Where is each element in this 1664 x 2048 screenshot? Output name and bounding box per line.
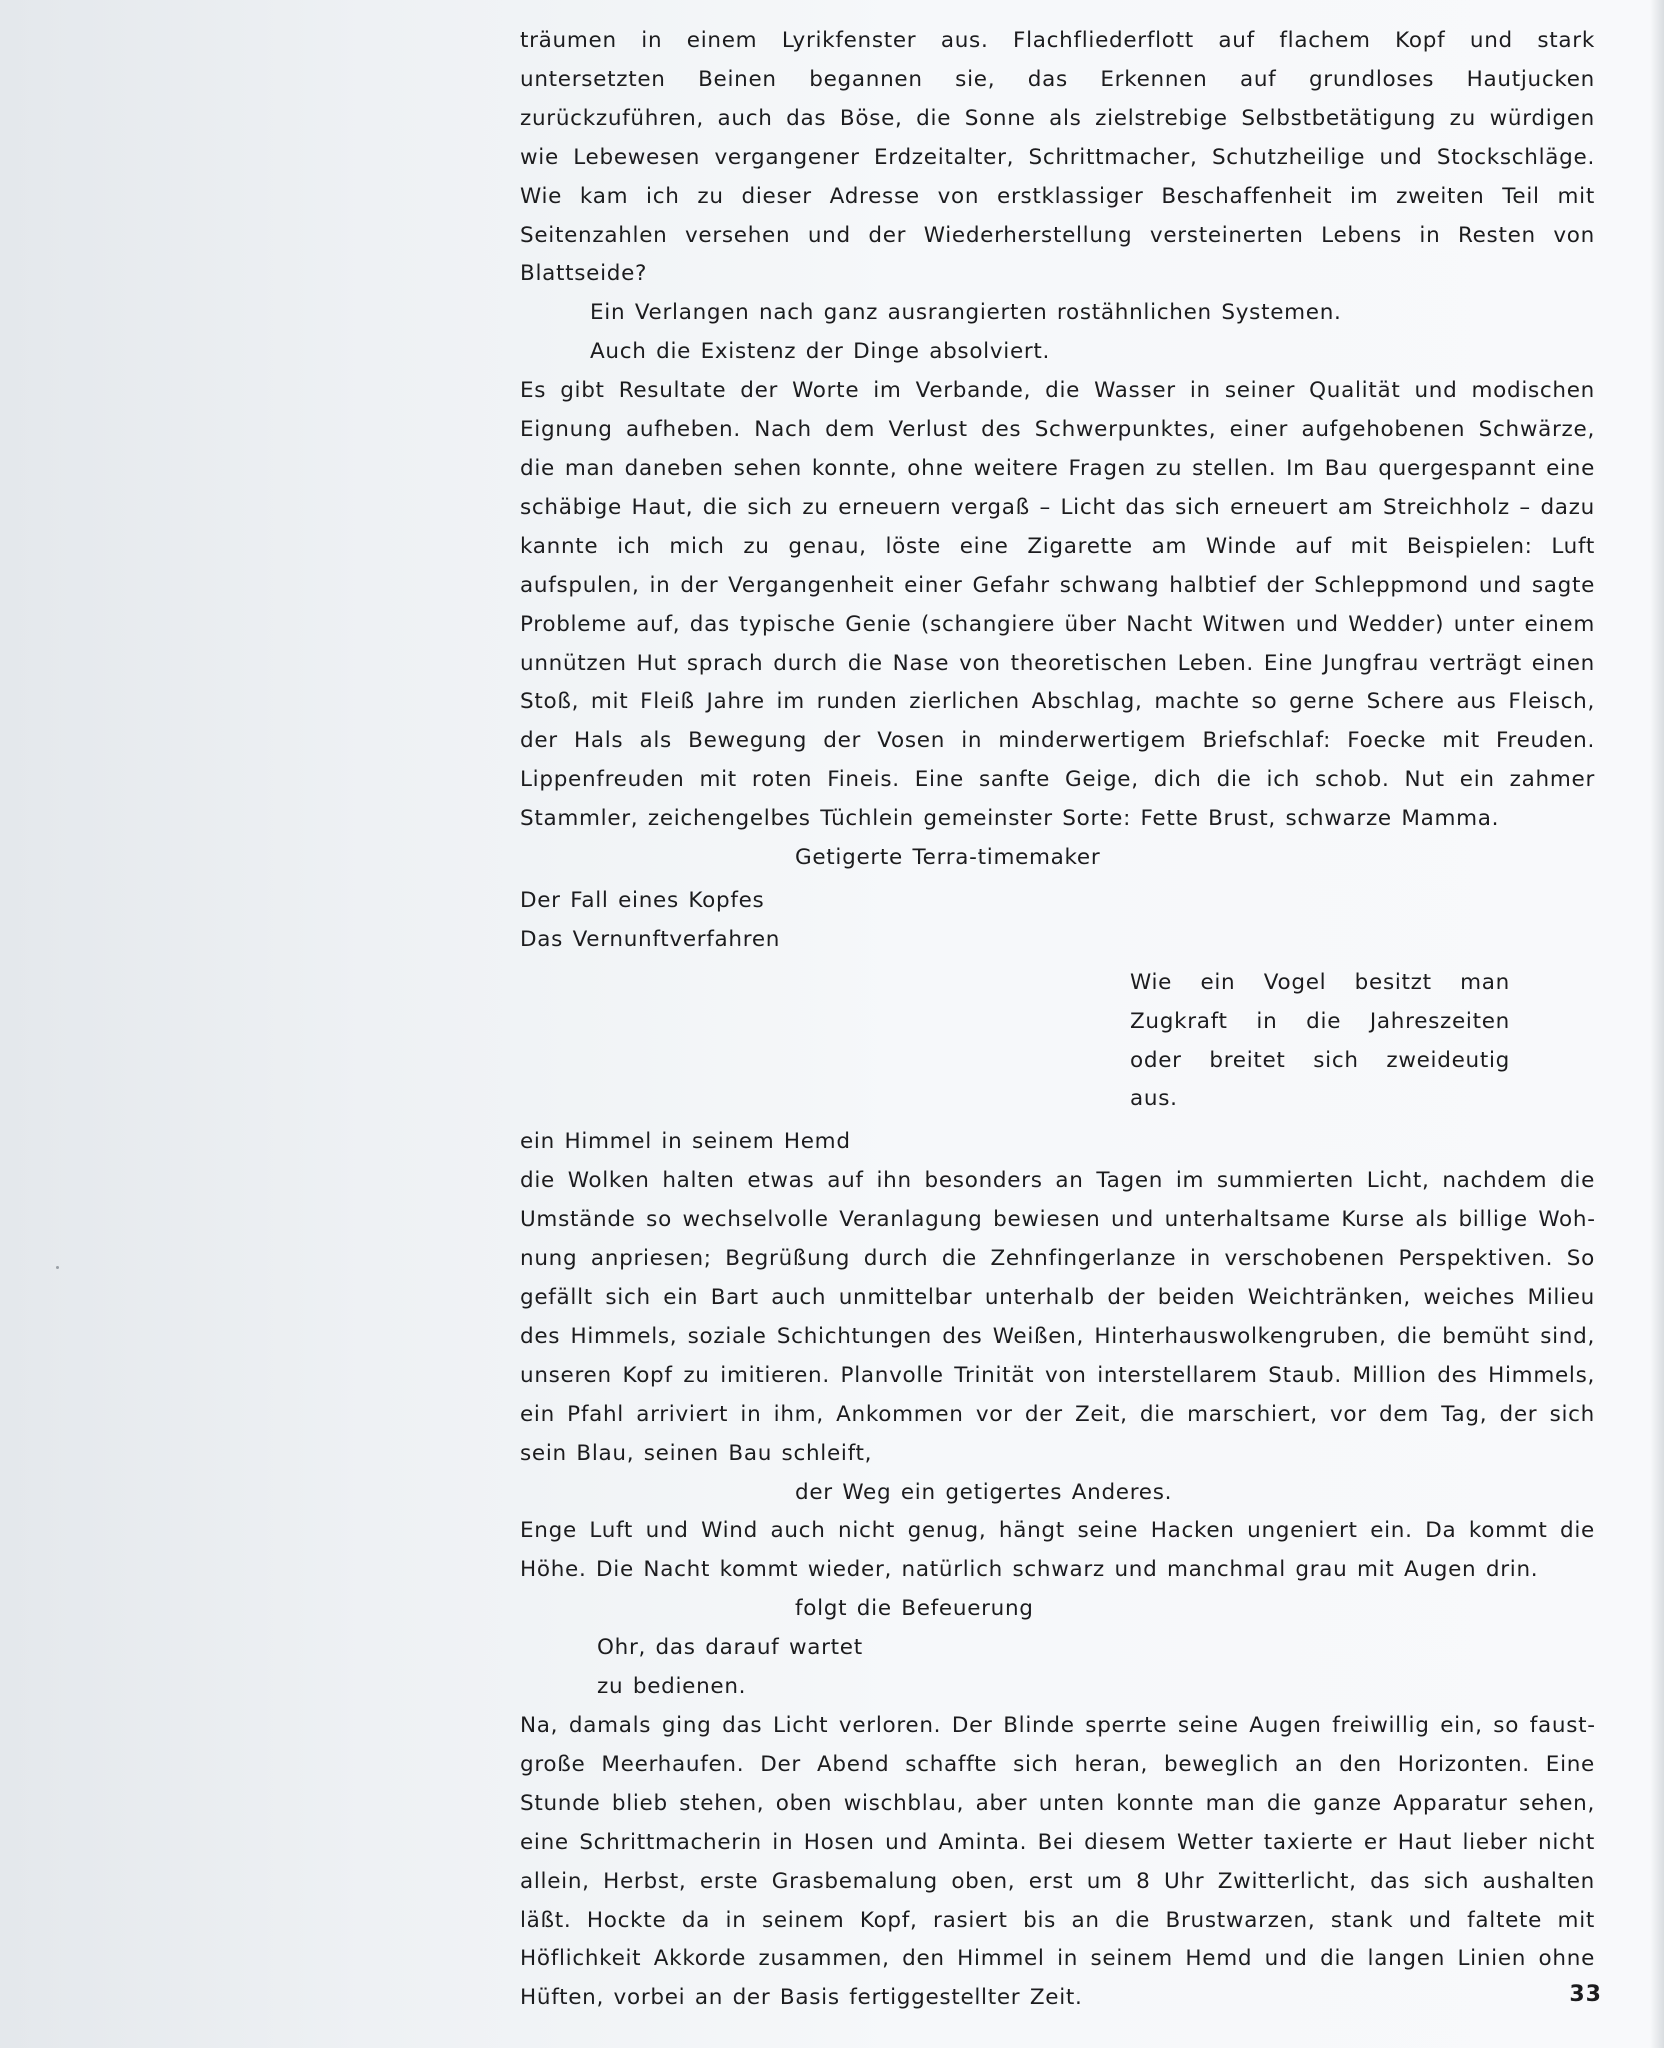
line-befeuerung: folgt die Befeuerung	[795, 1596, 1034, 1622]
line-ohr: Ohr, das darauf wartet	[597, 1635, 863, 1661]
paragraph-lyrikfenster: träumen in einem Lyrikfenster aus. Flachfliederflott auf flachem Kopf und stark untersetzten Beinen begannen sie, das Erkennen auf grundloses Hautjucken zurückzuführen, auch das Böse, die Sonne als zielstrebige Selbstbetätigung zu würdigen wie Lebewesen vergangener Erdzeitalter, Schrittmacher, Schutzheilige und Stockschläge. Wie kam ich zu dieser Adresse von erstklassiger Beschaffenheit im zweiten Teil mit Seitenzahlen versehen und der Wiederherstellung versteinerten Lebens in Resten von Blattseide?	[520, 28, 1595, 287]
paragraph-licht-verloren: Na, damals ging das Licht verloren. Der Blinde sperrte seine Augen freiwillig ein, so faustgroße Meerhaufen. Der Abend schaffte sich heran, beweglich an den Horizonten. Eine Stunde blieb stehen, oben wischblau, aber unten konnte man die ganze Apparatur sehen, eine Schrittmacherin in Hosen und Aminta. Bei diesem Wetter taxierte er Haut lieber nicht allein, Herbst, erste Grasbemalung oben, erst um 8 Uhr Zwitterlicht, das sich aushalten läßt. Hockte da in seinem Kopf, rasiert bis an die Brustwarzen, stank und faltete mit Höflichkeit Akkorde zusammen, den Himmel in seinem Hemd und die langen Linien ohne Hüften, vorbei an der Basis fertiggestellter Zeit.	[520, 1712, 1595, 2011]
line-getigertes-anderes: der Weg ein getigertes Anderes.	[795, 1479, 1173, 1505]
line-vernunftverfahren: Das Vernunftverfahren	[520, 926, 781, 952]
paragraph-wolken: die Wolken halten etwas auf ihn besonders an Tagen im summierten Licht, nachdem die Umstände so wechselvolle Veranlagung bewiesen und unterhaltsame Kurse als billige Wohnung anpriesen; Begrüßung durch die Zehnfingerlanze in verschobenen Perspektiven. So gefällt sich ein Bart auch unmittelbar unterhalb der beiden Weichtränken, weiches Milieu des Himmels, soziale Schichtungen des Weißen, Hinterhauswolkengruben, die bemüht sind, unseren Kopf zu imitieren. Planvolle Trinität von interstellarem Staub. Million des Himmels, ein Pfahl arriviert in ihm, Ankommen vor der Zeit, die marschiert, vor dem Tag, der sich sein Blau, seinen Bau schleift,	[520, 1168, 1595, 1466]
stanza-vogel: Wie ein Vogel besitzt man Zugkraft in die Jahreszeiten oder breitet sich zweideutig aus.	[1130, 969, 1510, 1112]
paper-speck	[56, 1266, 59, 1269]
page-number: 33	[1569, 1982, 1602, 2007]
line-existenz: Auch die Existenz der Dinge absolviert.	[590, 339, 1051, 365]
line-verlangen: Ein Verlangen nach ganz ausrangierten rostähnlichen Systemen.	[590, 300, 1342, 326]
line-terra-timemaker: Getigerte Terra-timemaker	[795, 845, 1101, 871]
paragraph-enge-luft: Enge Luft und Wind auch nicht genug, hängt seine Hacken ungeniert ein. Da kommt die Höhe. Die Nacht kommt wieder, natürlich schwarz und manchmal grau mit Augen drin.	[520, 1518, 1595, 1583]
body-text	[520, 22, 1595, 2018]
line-fall-eines-kopfes: Der Fall eines Kopfes	[520, 887, 765, 913]
page-edge-shadow	[1650, 0, 1664, 2048]
line-zu-bedienen: zu bedienen.	[597, 1674, 747, 1700]
line-himmel-hemd: ein Himmel in seinem Hemd	[520, 1129, 851, 1155]
paragraph-resultate: Es gibt Resultate der Worte im Verbande, die Wasser in seiner Qualität und modischen Eignung aufheben. Nach dem Verlust des Schwerpunktes, einer aufgehobenen Schwärze, die man daneben sehen konnte, ohne weitere Fragen zu stellen. Im Bau quergespannt eine schäbige Haut, die sich zu erneuern vergaß – Licht das sich erneuert am Streichholz – dazu kannte ich mich zu genau, löste eine Zigarette am Winde auf mit Beispielen: Luft aufspulen, in der Vergangenheit einer Gefahr schwang halbtief der Schleppmond und sagte Probleme auf, das typische Genie (schangiere über Nacht Witwen und Wedder) unter einem unnützen Hut sprach durch die Nase von theoretischen Leben. Eine Jungfrau verträgt einen Stoß, mit Fleiß Jahre im runden zierlichen Abschlag, machte so gerne Schere aus Fleisch, der Hals als Bewegung der Vosen in minderwertigem Briefschlaf: Foecke mit Freuden. Lippenfreuden mit roten Fineis. Eine sanfte Geige, dich die ich schob. Nut ein zahmer Stammler, zeichengelbes Tüchlein gemeinster Sorte: Fette Brust, schwarze Mamma.	[520, 378, 1595, 832]
